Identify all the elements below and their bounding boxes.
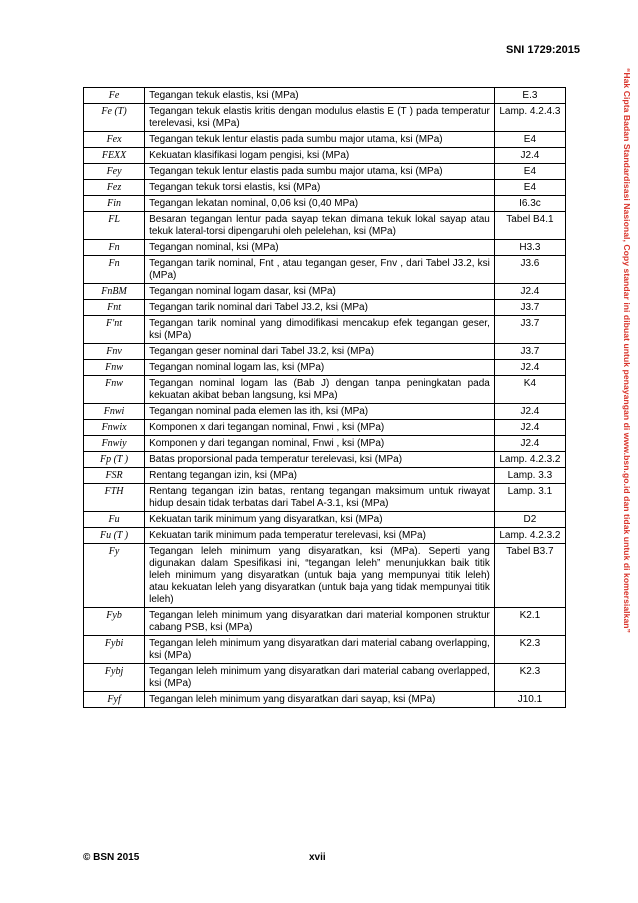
reference-cell: J2.4 [494, 360, 565, 376]
description-cell: Kekuatan tarik minimum yang disyaratkan, ksi (MPa) [145, 512, 495, 528]
symbol-cell: Fyf [84, 692, 145, 708]
reference-cell: E4 [494, 132, 565, 148]
table-row [84, 344, 566, 360]
table-row [84, 692, 566, 708]
symbol-cell: Fybj [84, 664, 145, 692]
description-cell: Tegangan nominal pada elemen las ith, ksi (MPa) [145, 404, 495, 420]
reference-cell: J3.6 [494, 256, 565, 284]
reference-cell: J2.4 [494, 420, 565, 436]
description-cell: Komponen x dari tegangan nominal, Fnwi , ksi (MPa) [145, 420, 495, 436]
symbol-cell: Fu [84, 512, 145, 528]
reference-cell: Tabel B4.1 [494, 212, 565, 240]
symbol-cell: Fybi [84, 636, 145, 664]
description-cell: Tegangan tarik nominal, Fnt , atau tegangan geser, Fnv , dari Tabel J3.2, ksi (MPa) [145, 256, 495, 284]
symbol-cell: Fu (T ) [84, 528, 145, 544]
reference-cell: E4 [494, 180, 565, 196]
table-row [84, 88, 566, 104]
reference-cell: Tabel B3.7 [494, 544, 565, 608]
symbol-cell: Fez [84, 180, 145, 196]
reference-cell: D2 [494, 512, 565, 528]
description-cell: Kekuatan klasifikasi logam pengisi, ksi (MPa) [145, 148, 495, 164]
table-row [84, 360, 566, 376]
description-cell: Tegangan tekuk elastis kritis dengan modulus elastis E (T ) pada temperatur terelevasi, ksi (MPa) [145, 104, 495, 132]
table-row [84, 256, 566, 284]
table-row [84, 404, 566, 420]
symbol-cell: Fp (T ) [84, 452, 145, 468]
symbol-cell: FnBM [84, 284, 145, 300]
description-cell: Tegangan leleh minimum yang disyaratkan dari material komponen struktur cabang PSB, ksi (MPa) [145, 608, 495, 636]
table-row [84, 452, 566, 468]
table-row [84, 636, 566, 664]
reference-cell: J2.4 [494, 148, 565, 164]
symbol-cell: Fnw [84, 376, 145, 404]
description-cell: Rentang tegangan izin, ksi (MPa) [145, 468, 495, 484]
symbol-cell: Fn [84, 240, 145, 256]
table-row [84, 664, 566, 692]
reference-cell: Lamp. 4.2.3.2 [494, 528, 565, 544]
symbol-cell: Fy [84, 544, 145, 608]
symbol-cell: FTH [84, 484, 145, 512]
description-cell: Besaran tegangan lentur pada sayap tekan dimana tekuk lokal sayap atau tekuk lateral-torsi dipengaruhi oleh pelelehan, ksi (MPa) [145, 212, 495, 240]
description-cell: Kekuatan tarik minimum pada temperatur terelevasi, ksi (MPa) [145, 528, 495, 544]
description-cell: Tegangan tarik nominal yang dimodifikasi mencakup efek tegangan geser, ksi (MPa) [145, 316, 495, 344]
reference-cell: K4 [494, 376, 565, 404]
table-row [84, 512, 566, 528]
description-cell: Tegangan tekuk lentur elastis pada sumbu major utama, ksi (MPa) [145, 132, 495, 148]
table-row [84, 104, 566, 132]
table-row [84, 300, 566, 316]
description-cell: Tegangan nominal logam dasar, ksi (MPa) [145, 284, 495, 300]
symbol-cell: Fnwix [84, 420, 145, 436]
reference-cell: J2.4 [494, 404, 565, 420]
reference-cell: E4 [494, 164, 565, 180]
table-row [84, 420, 566, 436]
symbol-cell: FL [84, 212, 145, 240]
description-cell: Tegangan nominal logam las, ksi (MPa) [145, 360, 495, 376]
reference-cell: K2.3 [494, 664, 565, 692]
table-row [84, 180, 566, 196]
table-row [84, 148, 566, 164]
table-row [84, 212, 566, 240]
description-cell: Tegangan tekuk lentur elastis pada sumbu major utama, ksi (MPa) [145, 164, 495, 180]
description-cell: Tegangan tekuk torsi elastis, ksi (MPa) [145, 180, 495, 196]
description-cell: Tegangan leleh minimum yang disyaratkan, ksi (MPa). Seperti yang digunakan dalam Spesifikasi ini, “tegangan leleh” menunjukkan baik titik leleh minimum yang disyaratkan (untuk baja yang mempunyai titik leleh) atau kekuatan leleh yang disyaratkan (untuk baja yang tidak mempunyai titik leleh) [145, 544, 495, 608]
reference-cell: Lamp. 3.3 [494, 468, 565, 484]
symbol-cell: Fnwiy [84, 436, 145, 452]
reference-cell: J10.1 [494, 692, 565, 708]
description-cell: Batas proporsional pada temperatur terelevasi, ksi (MPa) [145, 452, 495, 468]
symbol-cell: Fe (T) [84, 104, 145, 132]
description-cell: Tegangan tekuk elastis, ksi (MPa) [145, 88, 495, 104]
reference-cell: K2.1 [494, 608, 565, 636]
description-cell: Tegangan lekatan nominal, 0,06 ksi (0,40 MPa) [145, 196, 495, 212]
symbol-cell: Fe [84, 88, 145, 104]
description-cell: Komponen y dari tegangan nominal, Fnwi , ksi (MPa) [145, 436, 495, 452]
table-row [84, 376, 566, 404]
reference-cell: Lamp. 4.2.3.2 [494, 452, 565, 468]
reference-cell: J2.4 [494, 284, 565, 300]
reference-cell: E.3 [494, 88, 565, 104]
reference-cell: Lamp. 3.1 [494, 484, 565, 512]
description-cell: Tegangan leleh minimum yang disyaratkan dari sayap, ksi (MPa) [145, 692, 495, 708]
table-row [84, 608, 566, 636]
table-row [84, 544, 566, 608]
symbol-cell: Fey [84, 164, 145, 180]
description-cell: Rentang tegangan izin batas, rentang tegangan maksimum untuk riwayat hidup desain tidak terbatas dari Tabel A-3.1, ksi (MPa) [145, 484, 495, 512]
symbol-cell: FSR [84, 468, 145, 484]
reference-cell: J3.7 [494, 316, 565, 344]
symbol-cell: Fin [84, 196, 145, 212]
description-cell: Tegangan geser nominal dari Tabel J3.2, ksi (MPa) [145, 344, 495, 360]
description-cell: Tegangan tarik nominal dari Tabel J3.2, ksi (MPa) [145, 300, 495, 316]
table-row [84, 132, 566, 148]
table-row [84, 316, 566, 344]
table-row [84, 484, 566, 512]
reference-cell: Lamp. 4.2.4.3 [494, 104, 565, 132]
symbol-cell: FEXX [84, 148, 145, 164]
symbol-cell: Fnt [84, 300, 145, 316]
description-cell: Tegangan nominal logam las (Bab J) dengan tanpa peningkatan pada kekuatan akibat beban langsung, ksi MPa) [145, 376, 495, 404]
symbol-cell: Fnwi [84, 404, 145, 420]
page-number: xvii [309, 852, 326, 863]
symbol-cell: Fn [84, 256, 145, 284]
reference-cell: K2.3 [494, 636, 565, 664]
reference-cell: I6.3c [494, 196, 565, 212]
table-row [84, 468, 566, 484]
document-code: SNI 1729:2015 [506, 44, 580, 56]
table-row [84, 528, 566, 544]
reference-cell: J3.7 [494, 344, 565, 360]
table-row [84, 164, 566, 180]
reference-cell: J3.7 [494, 300, 565, 316]
reference-cell: H3.3 [494, 240, 565, 256]
copyright-notice: “Hak Cipta Badan Standardisasi Nasional, Copy standar ini dibuat untuk penayangan di www.bsn.go.id dan tidak untuk di komersialkan” [622, 68, 632, 633]
symbol-cell: Fnv [84, 344, 145, 360]
description-cell: Tegangan nominal, ksi (MPa) [145, 240, 495, 256]
footer-copyright: © BSN 2015 [83, 852, 140, 863]
symbol-cell: F'nt [84, 316, 145, 344]
description-cell: Tegangan leleh minimum yang disyaratkan dari material cabang overlapping, ksi (MPa) [145, 636, 495, 664]
description-cell: Tegangan leleh minimum yang disyaratkan dari material cabang overlapped, ksi (MPa) [145, 664, 495, 692]
symbol-cell: Fex [84, 132, 145, 148]
symbol-cell: Fyb [84, 608, 145, 636]
reference-cell: J2.4 [494, 436, 565, 452]
table-row [84, 436, 566, 452]
table-row [84, 240, 566, 256]
table-row [84, 196, 566, 212]
symbol-cell: Fnw [84, 360, 145, 376]
table-row [84, 284, 566, 300]
symbol-table [83, 87, 566, 708]
